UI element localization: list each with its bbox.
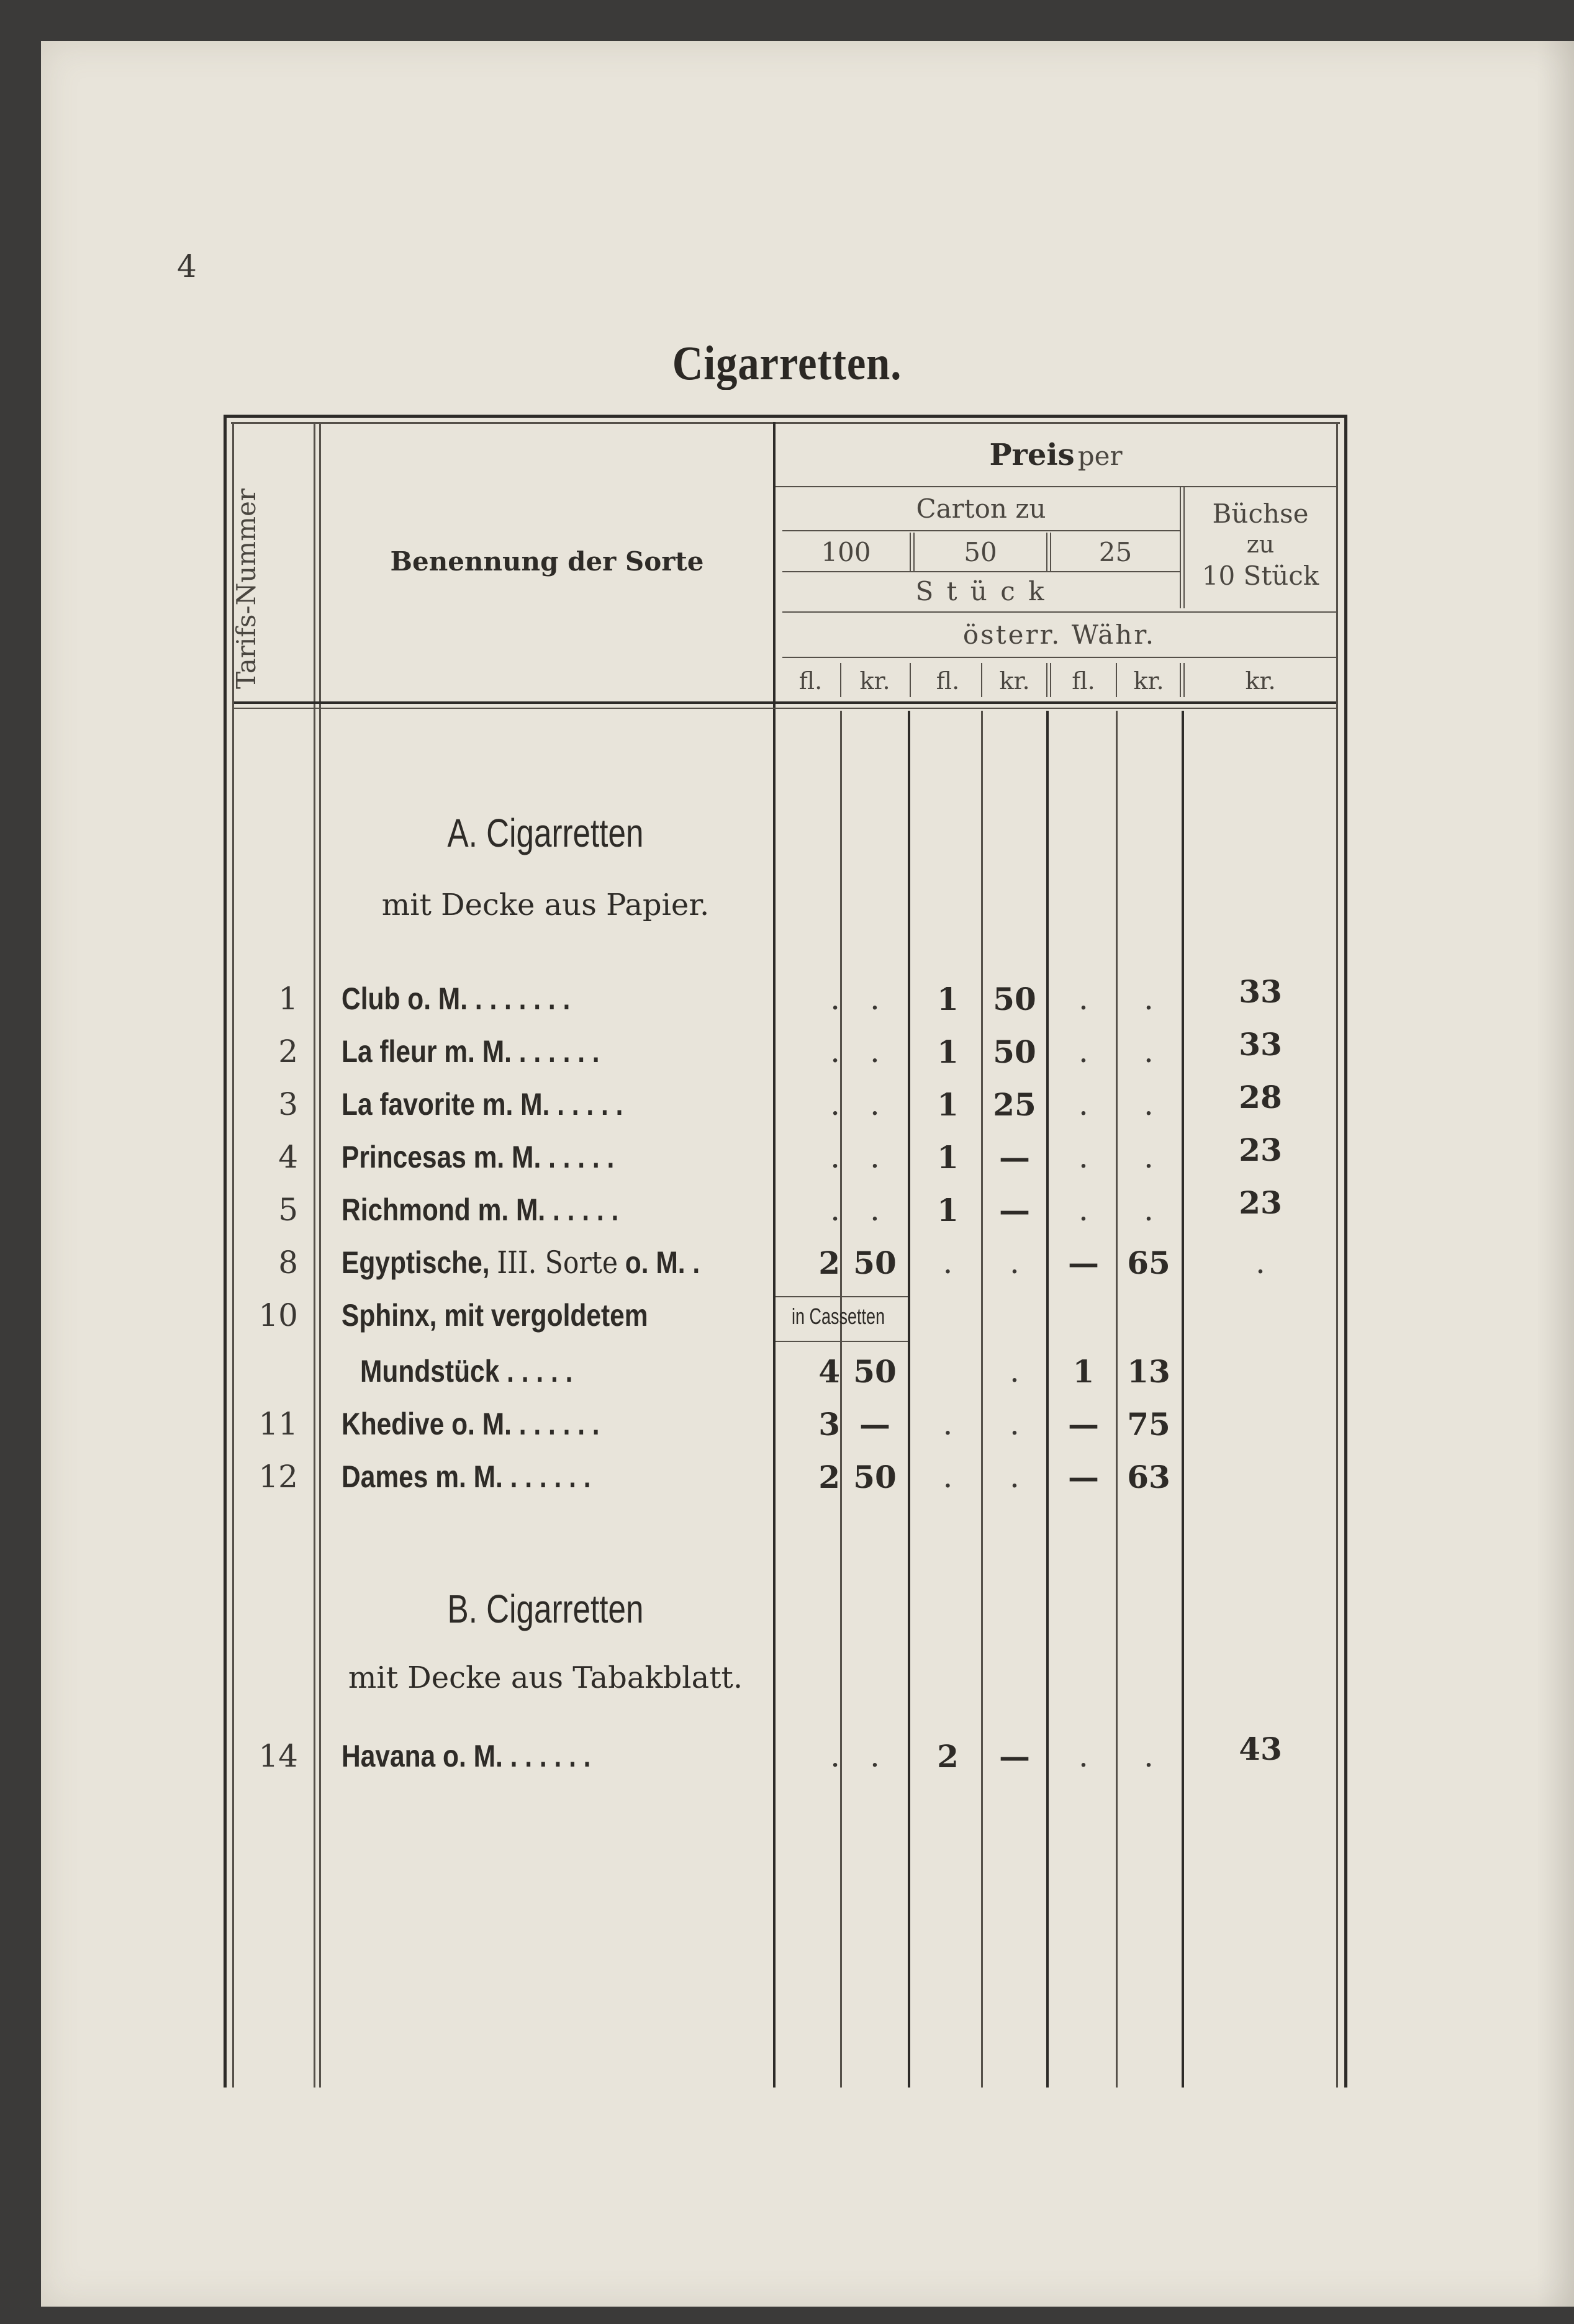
price-c25-fl: .: [1079, 1139, 1088, 1175]
preis-label: Preis: [989, 438, 1075, 472]
price-b-kr: 28: [1239, 1079, 1282, 1115]
price-c25-kr: .: [1144, 1086, 1154, 1122]
price-c25-fl: .: [1079, 1086, 1088, 1122]
tarif-number: 8: [278, 1245, 298, 1281]
price-c50-kr: —: [999, 1139, 1030, 1176]
sort-name: Club o. M. . . . . . . .: [341, 981, 571, 1016]
unit-kr-25: kr.: [1133, 667, 1164, 695]
price-b-kr: 33: [1239, 1026, 1282, 1063]
price-c50-kr: .: [1010, 1406, 1020, 1442]
price-c25-fl: .: [1079, 1192, 1088, 1228]
price-c100-kr: 50: [853, 1245, 897, 1281]
price-c25-fl: .: [1079, 981, 1088, 1017]
price-c25-fl: .: [1079, 1034, 1088, 1070]
tarif-number: 14: [258, 1738, 298, 1774]
name-column-header: Benennung der Sorte: [390, 546, 704, 577]
price-c25-fl: .: [1079, 1738, 1088, 1774]
price-c50-fl: .: [943, 1245, 953, 1281]
buechse-header-line1: Büchse: [1212, 498, 1309, 529]
price-c25-kr: 75: [1127, 1406, 1170, 1443]
price-c50-fl: 2: [937, 1738, 959, 1775]
price-c25-fl: —: [1068, 1459, 1099, 1495]
price-c100-kr: 50: [853, 1353, 897, 1390]
price-c100-fl: .: [830, 1738, 840, 1774]
price-c100-kr: .: [870, 1192, 880, 1228]
price-c100-fl: 3: [818, 1406, 840, 1443]
price-c25-kr: .: [1144, 1192, 1154, 1228]
price-c100-kr: .: [870, 1738, 880, 1774]
currency-header: österr. Währ.: [962, 619, 1156, 650]
price-c100-kr: .: [870, 1139, 880, 1175]
price-b-kr: 33: [1239, 973, 1282, 1010]
sort-name: Havana o. M. . . . . . .: [341, 1739, 591, 1773]
price-c50-kr: —: [999, 1192, 1030, 1228]
price-c100-kr: .: [870, 981, 880, 1017]
price-c25-fl: —: [1068, 1245, 1099, 1281]
price-c100-kr: —: [859, 1406, 890, 1443]
tarif-number: 3: [278, 1086, 298, 1122]
price-c50-fl: 1: [937, 1086, 959, 1123]
sort-name-part: Egyptische,: [341, 1245, 497, 1280]
price-b-kr: .: [1255, 1245, 1265, 1281]
price-c25-kr: .: [1144, 1738, 1154, 1774]
section-b-title: B. Cigarretten: [447, 1587, 644, 1631]
price-c100-fl: .: [830, 981, 840, 1017]
sort-name: Dames m. M. . . . . . .: [341, 1459, 591, 1494]
sort-name-part: III. Sorte: [497, 1245, 618, 1281]
price-c100-fl: .: [830, 1192, 840, 1228]
price-c100-fl: 2: [818, 1245, 840, 1281]
carton-100-header: 100: [821, 537, 871, 567]
sort-name-continued: Mundstück . . . . .: [360, 1354, 573, 1389]
tarif-number: 10: [258, 1297, 298, 1333]
cassette-label: in Cassetten: [792, 1304, 885, 1329]
price-c50-fl: .: [943, 1459, 953, 1495]
price-c100-fl: .: [830, 1086, 840, 1122]
unit-kr-100: kr.: [859, 667, 890, 695]
price-c100-fl: .: [830, 1034, 840, 1070]
price-c25-kr: .: [1144, 1034, 1154, 1070]
price-c50-fl: 1: [937, 1034, 959, 1070]
unit-fl-50: fl.: [936, 667, 960, 695]
sort-name: Khedive o. M. . . . . . .: [341, 1407, 600, 1441]
price-c50-kr: 50: [993, 981, 1036, 1017]
price-c50-kr: 25: [993, 1086, 1036, 1123]
unit-fl-25: fl.: [1072, 667, 1095, 695]
unit-kr-50: kr.: [999, 667, 1030, 695]
sort-name: Richmond m. M. . . . . .: [341, 1192, 619, 1227]
price-b-kr: 23: [1239, 1184, 1282, 1221]
price-c100-kr: .: [870, 1086, 880, 1122]
stueck-header: S t ü c k: [915, 576, 1047, 606]
section-b-subtitle: mit Decke aus Tabakblatt.: [348, 1660, 743, 1695]
price-c50-kr: .: [1010, 1245, 1020, 1281]
carton-25-header: 25: [1098, 537, 1133, 567]
price-c100-fl: 2: [818, 1459, 840, 1495]
price-c25-fl: 1: [1072, 1353, 1095, 1390]
tarif-number: 1: [278, 981, 298, 1017]
price-c25-kr: 63: [1127, 1459, 1170, 1495]
buechse-header-line3: 10 Stück: [1201, 561, 1319, 591]
tarif-number-header: Tarifs-Nummer: [231, 489, 261, 689]
price-c100-fl: .: [830, 1139, 840, 1175]
carton-50-header: 50: [964, 537, 997, 567]
tarif-number: 11: [258, 1406, 298, 1442]
tarif-number: 5: [278, 1192, 298, 1228]
price-c25-kr: .: [1144, 981, 1154, 1017]
price-c50-fl: 1: [937, 1139, 959, 1176]
price-c50-kr: 50: [993, 1034, 1036, 1070]
price-c100-kr: .: [870, 1034, 880, 1070]
unit-fl-100: fl.: [798, 667, 823, 695]
price-c25-fl: —: [1068, 1406, 1099, 1443]
price-c50-kr: —: [999, 1738, 1030, 1775]
price-c50-fl: .: [943, 1406, 953, 1442]
section-a-title: A. Cigarretten: [447, 811, 644, 855]
sort-name: Princesas m. M. . . . . .: [341, 1140, 615, 1174]
preis-header: [776, 438, 1336, 472]
price-c50-fl: 1: [937, 981, 959, 1017]
price-c50-kr: .: [1010, 1353, 1020, 1389]
paper-fold: [1537, 41, 1574, 2307]
sort-name: Sphinx, mit vergoldetem: [341, 1298, 648, 1333]
sort-name: La fleur m. M. . . . . . .: [341, 1034, 600, 1069]
price-b-kr: 23: [1239, 1132, 1282, 1168]
page-number: 4: [177, 248, 197, 284]
page-title: Cigarretten.: [672, 336, 902, 390]
sort-name: [341, 1245, 711, 1281]
price-c50-fl: 1: [937, 1192, 959, 1228]
price-c25-kr: 65: [1127, 1245, 1170, 1281]
tarif-number: 4: [278, 1139, 298, 1175]
price-c100-kr: 50: [853, 1459, 897, 1495]
price-c100-fl: 4: [818, 1353, 840, 1390]
buechse-header-line2: zu: [1246, 531, 1275, 558]
sort-name-part: o. M. .: [617, 1245, 700, 1280]
unit-kr-buechse: kr.: [1245, 667, 1276, 695]
section-a-subtitle: mit Decke aus Papier.: [381, 888, 710, 922]
sort-name: La favorite m. M. . . . . .: [341, 1087, 623, 1122]
carton-header: Carton zu: [916, 493, 1046, 524]
price-c25-kr: .: [1144, 1139, 1154, 1175]
price-c50-kr: .: [1010, 1459, 1020, 1495]
tarif-number: 2: [278, 1034, 298, 1070]
price-c25-kr: 13: [1127, 1353, 1170, 1390]
price-b-kr: 43: [1239, 1731, 1282, 1767]
tarif-number: 12: [258, 1459, 298, 1495]
preis-per-label: per: [1077, 441, 1123, 471]
